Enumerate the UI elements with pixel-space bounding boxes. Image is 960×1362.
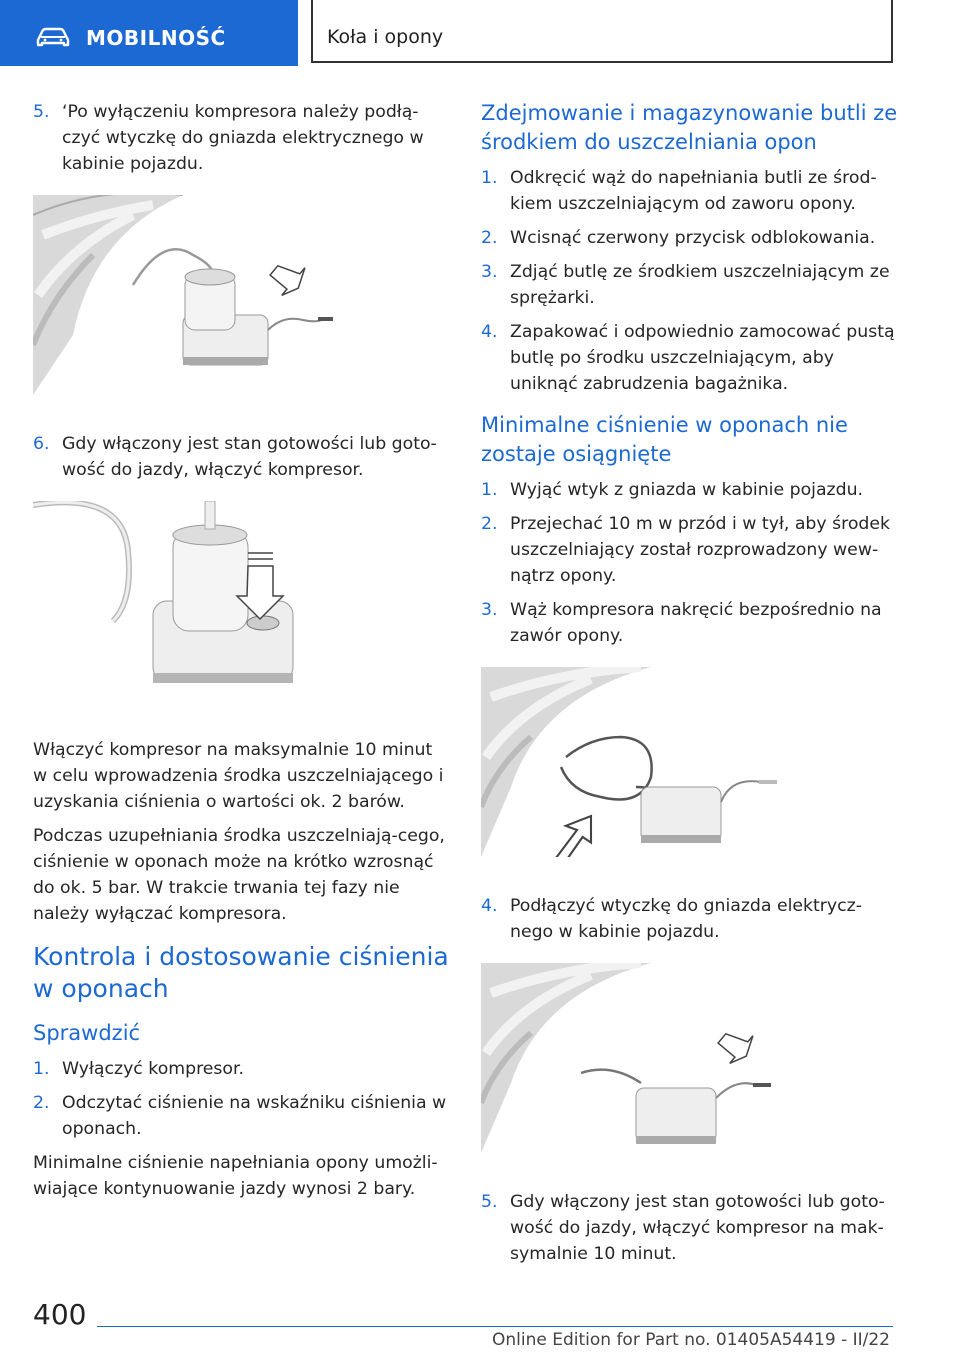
list-item [481, 511, 899, 589]
step-number: 3. [481, 600, 498, 620]
subsection-heading: Sprawdzić [33, 1021, 141, 1045]
paragraph: Minimalne ciśnienie napełniania opony umożli‐wiające kontynuowanie jazdy wynosi 2 bary. [33, 1153, 438, 1199]
step-text: ‘Po wyłączeniu kompresora należy podłą‐czyć wtyczkę do gniazda elektrycznego w kabinie pojazdu. [62, 102, 424, 174]
step-number: 1. [481, 480, 498, 500]
chapter-header [311, 0, 893, 63]
step-number: 4. [481, 322, 498, 342]
step-number: 5. [481, 1192, 498, 1212]
section-title: MOBILNOŚĆ [86, 26, 226, 50]
section-heading: Kontrola i dostosowanie ciśnienia w oponach [33, 942, 449, 1003]
illustration-compressor-plug [33, 195, 451, 403]
list-item [481, 165, 899, 217]
step-number: 2. [481, 514, 498, 534]
step-number: 6. [33, 434, 50, 454]
step-text: Wąż kompresora nakręcić bezpośrednio na zawór opony. [510, 600, 882, 646]
list-item [481, 893, 899, 945]
illustration-hose-on-valve [481, 667, 899, 865]
step-text: Zdjąć butlę ze środkiem uszczelniającym ze sprężarki. [510, 262, 890, 308]
car-icon [36, 26, 70, 48]
step-text: Wcisnąć czerwony przycisk odblokowania. [510, 228, 876, 248]
list-item [481, 319, 899, 397]
step-number: 2. [481, 228, 498, 248]
edition-note: Online Edition for Part no. 01405A54419 - II/22 [491, 1330, 890, 1350]
list-item [481, 225, 899, 251]
illustration-compressor-socket [481, 963, 899, 1161]
step-text: Zapakować i odpowiednio zamocować pustą butlę po środku uszczelniającym, aby uniknąć zabrudzenia bagażnika. [510, 322, 895, 394]
step-text: Podłączyć wtyczkę do gniazda elektrycz‐nego w kabinie pojazdu. [510, 896, 862, 942]
step-number: 2. [33, 1093, 50, 1113]
chapter-title: Koła i opony [327, 26, 444, 48]
list-item [481, 259, 899, 311]
list-item [33, 99, 451, 177]
list-item [481, 1189, 899, 1267]
section-tab [0, 0, 298, 66]
step-number: 1. [33, 1059, 50, 1079]
list-item [33, 1056, 451, 1082]
right-column [481, 99, 899, 1275]
step-text: Wyłączyć kompresor. [62, 1059, 245, 1079]
subsection-heading: Minimalne ciśnienie w oponach nie zostaje osiągnięte [481, 413, 848, 466]
list-item [33, 1090, 451, 1142]
step-number: 1. [481, 168, 498, 188]
step-text: Przejechać 10 m w przód i w tył, aby środek uszczelniający został rozprowadzony wew‐nątrz opony. [510, 514, 891, 586]
paragraph: Podczas uzupełniania środka uszczelniają‐cego, ciśnienie w oponach może na krótko wzrosnąć do ok. 5 bar. W trakcie trwania tej fazy nie należy wyłączać kompresora. [33, 826, 445, 924]
step-text: Odczytać ciśnienie na wskaźniku ciśnienia w oponach. [62, 1093, 447, 1139]
step-text: Odkręcić wąż do napełniania butli ze środ‐kiem uszczelniającym od zaworu opony. [510, 168, 877, 214]
list-item [33, 431, 451, 483]
step-number: 5. [33, 102, 50, 122]
left-column [33, 99, 451, 1210]
step-number: 4. [481, 896, 498, 916]
page-number: 400 [33, 1298, 87, 1331]
step-number: 3. [481, 262, 498, 282]
step-text: Gdy włączony jest stan gotowości lub goto‐wość do jazdy, włączyć kompresor na mak‐symalnie 10 minut. [510, 1192, 885, 1264]
subsection-heading: Zdejmowanie i magazynowanie butli ze środkiem do uszczelniania opon [481, 101, 898, 154]
step-text: Wyjąć wtyk z gniazda w kabinie pojazdu. [510, 480, 864, 500]
illustration-compressor-button [33, 501, 451, 709]
list-item [481, 477, 899, 503]
footer-divider [97, 1326, 893, 1327]
paragraph: Włączyć kompresor na maksymalnie 10 minut w celu wprowadzenia środka uszczelniającego i uzyskania ciśnienia o wartości ok. 2 barów. [33, 740, 444, 812]
step-text: Gdy włączony jest stan gotowości lub goto‐wość do jazdy, włączyć kompresor. [62, 434, 437, 480]
list-item [481, 597, 899, 649]
